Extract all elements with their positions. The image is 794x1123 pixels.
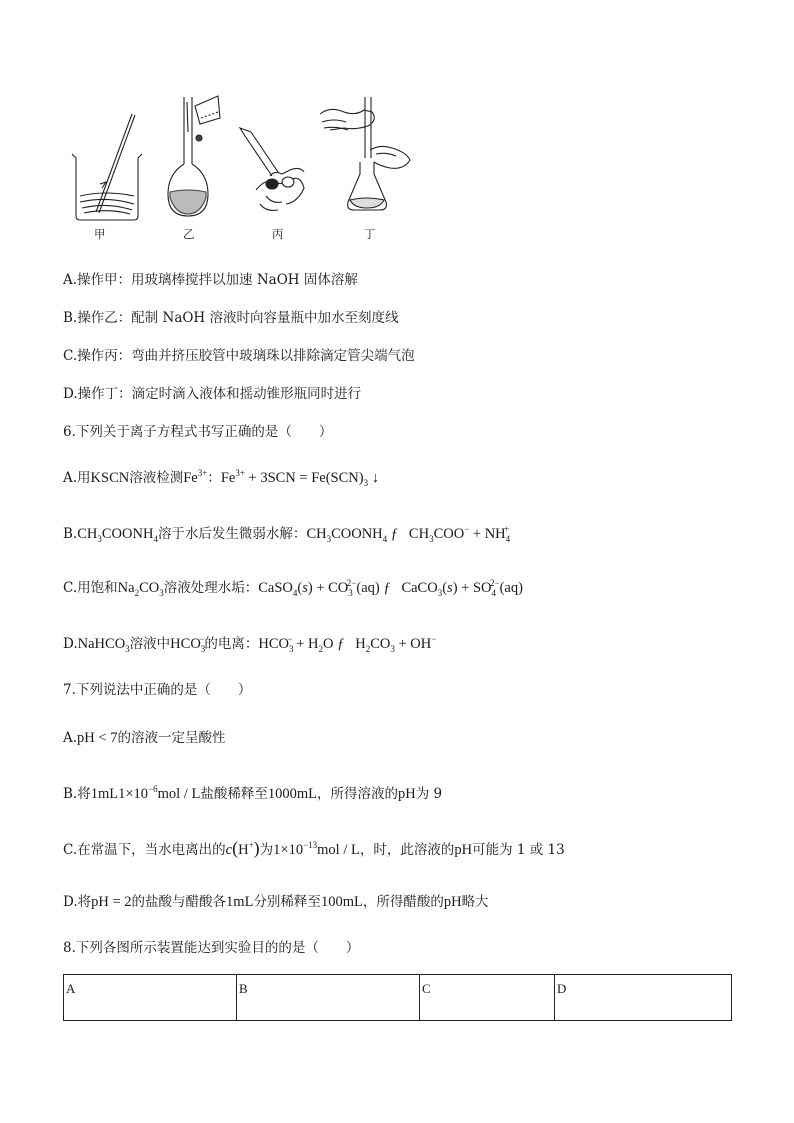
q7-c-ph: pH [454,842,473,858]
q7-c-conc: c(H+) [225,838,260,858]
q7-c-text2: 为 [259,842,274,858]
titration-flask-illustration [320,97,410,210]
q6-d-text: D. [63,636,78,652]
q6-b-text: B. [63,526,78,542]
q6-b-equation: $CH_3COONH_4$ ƒ $CH_3COO^- + NH_4^+$ [306,524,511,544]
q7-a-text: A. [63,730,78,746]
q5-option-a: A.操作甲：用玻璃棒搅拌以加速 NaOH 固体溶解 [63,272,358,288]
q6-a-text: A.用 [63,470,91,486]
burette-bubble-illustration [240,128,304,210]
q7-d-text2: 的盐酸与醋酸各 [131,894,227,910]
q6-c-equation: CaSO$_4$(s) + $CO_3^{2-}(aq)$ ƒ CaCO$_3$(s) + $SO_4^{2-}(aq)$ [258,578,523,598]
q6-option-c [63,578,523,598]
q6-d-ion: $HCO_3^-$ [170,634,206,654]
q6-option-d [63,634,436,654]
q7-d-text5: 略大 [461,894,489,910]
q7-option-a [63,728,225,748]
q7-stem: 7.下列说法中正确的是（ ） [63,682,252,698]
q7-c-value: $1\times 10^{-13}mol / L$ [273,840,360,858]
q7-d-text4: ，所得醋酸的 [362,894,444,910]
q7-d-volume2: 100mL [320,894,363,910]
q7-option-c [63,838,565,860]
q7-b-text3: ，所得溶液的 [316,786,398,802]
q7-d-text: D.将 [63,894,92,910]
caption-jia: 甲 [94,227,106,241]
caption-yi: 乙 [183,227,195,241]
q7-c-text4: 可能为 1 或 13 [472,842,565,858]
q8-stem: 8.下列各图所示装置能达到实验目的的是（ ） [63,940,360,956]
q6-a-colon: ： [207,470,221,486]
q6-a-equation: $Fe^{3+} + 3SCN = Fe(SCN)_3$ ↓ [220,468,379,488]
volumetric-flask-illustration [168,96,220,216]
q7-b-text2: 盐酸稀释至 [200,786,268,802]
q6-d-compound: NaHCO$_3$ [77,636,130,654]
q6-a-reagent: KSCN [90,470,130,486]
q5-option-b: B.操作乙：配制 NaOH 溶液时向容量瓶中加水至刻度线 [63,310,399,326]
q7-c-text: C.在常温下，当水电离出的 [63,842,226,858]
q5-option-c: C.操作丙：弯曲并挤压胶管中玻璃珠以排除滴定管尖端气泡 [63,348,415,364]
q6-a-ion: $Fe^{3+}$ [183,468,208,486]
q8-cell-a: A [64,975,237,1021]
q7-b-text4: 为 9 [415,786,443,802]
q6-c-compound: $Na_2CO_3$ [117,580,164,598]
q8-cell-d: D [555,975,732,1021]
q6-d-equation: $HCO_3^- + H_2O$ ƒ $H_2CO_3 + OH^-$ [258,634,437,654]
apparatus-drawing [60,92,440,222]
caption-ding: 丁 [364,227,376,241]
q5-option-d: D.操作丁：滴定时滴入液体和摇动锥形瓶同时进行 [63,386,362,402]
q7-d-volume1: 1mL [226,894,254,910]
q8-options-table [63,974,732,1021]
q7-b-volume: 1000mL [267,786,317,802]
q7-b-ph: pH [397,786,416,802]
q6-a-text2: 溶液检测 [129,470,184,486]
q6-c-text2: 溶液处理水垢： [163,580,259,596]
q6-option-a [63,468,379,488]
q7-d-ph: pH [443,894,462,910]
q6-c-text: C.用饱和 [63,580,118,596]
q7-option-d [63,892,489,912]
q7-b-expr: $1mL1\times 10^{-6}mol / L$ [90,784,201,802]
q7-c-text3: ，时，此溶液的 [359,842,455,858]
q7-b-text: B.将 [63,786,91,802]
table-row [64,975,732,1021]
q7-a-text2: 的溶液一定呈酸性 [117,730,226,746]
q6-stem: 6.下列关于离子方程式书写正确的是（ ） [63,424,333,440]
beaker-stirring-illustration [72,114,142,220]
apparatus-figure [60,92,440,247]
q8-cell-b: B [237,975,420,1021]
q7-d-text3: 分别稀释至 [253,894,321,910]
q7-a-expr: pH < 7 [77,730,118,746]
q6-d-text3: 的电离： [204,636,259,652]
q6-d-text2: 溶液中 [129,636,171,652]
q6-option-b [63,524,509,544]
q6-b-text2: 溶于水后发生微弱水解： [157,526,307,542]
q8-cell-c: C [420,975,555,1021]
caption-bing: 丙 [272,227,284,241]
q6-b-compound: $CH_3COONH_4$ [77,526,158,544]
q7-d-ph-eq: pH = 2 [91,894,132,910]
q7-option-b [63,784,442,804]
